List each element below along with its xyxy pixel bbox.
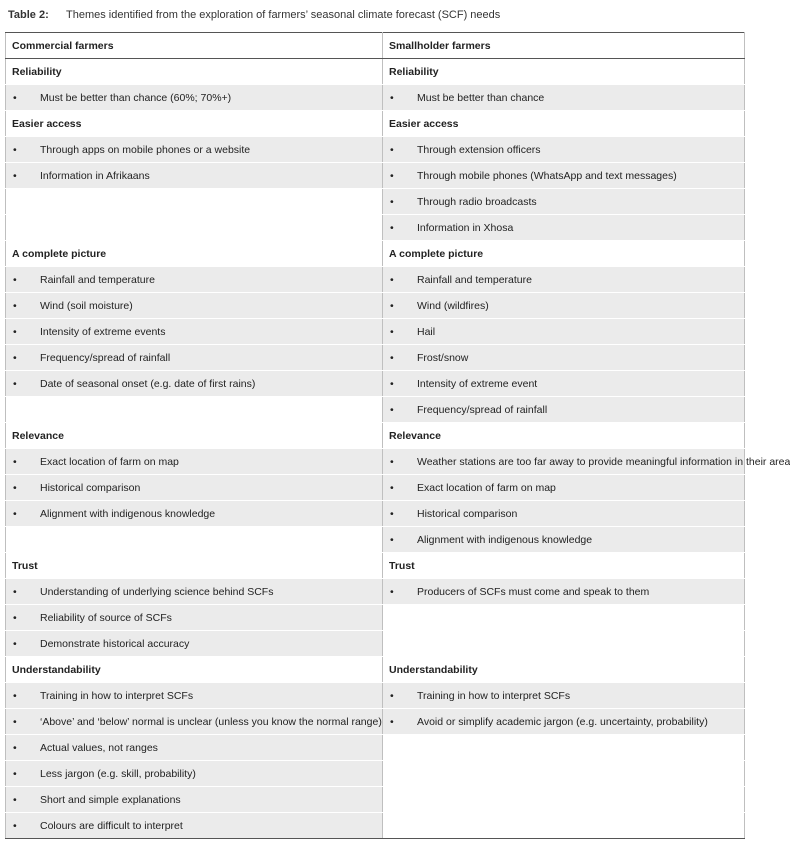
bullet-icon: • [13, 377, 17, 390]
table-caption [8, 9, 500, 21]
smallholder-item-text: Rainfall and temperature [417, 273, 532, 286]
smallholder-cell [383, 735, 745, 761]
table-row [6, 787, 745, 813]
category-label: Understandability [6, 657, 383, 683]
table-row [6, 709, 745, 735]
table-row [6, 761, 745, 787]
smallholder-item-text: Avoid or simplify academic jargon (e.g. uncertainty, probability) [417, 715, 708, 728]
bullet-icon: • [390, 195, 394, 208]
bullet-icon: • [390, 325, 394, 338]
bullet-icon: • [13, 507, 17, 520]
bullet-icon: • [13, 351, 17, 364]
smallholder-cell [383, 397, 745, 423]
bullet-icon: • [13, 741, 17, 754]
bullet-icon: • [390, 715, 394, 728]
table-row [6, 319, 745, 345]
bullet-icon: • [13, 585, 17, 598]
table-row [6, 267, 745, 293]
commercial-cell [6, 371, 383, 397]
commercial-cell [6, 449, 383, 475]
commercial-item-text: Date of seasonal onset (e.g. date of first rains) [40, 377, 256, 390]
commercial-item-text: Colours are difficult to interpret [40, 819, 183, 832]
table-row [6, 475, 745, 501]
themes-table [5, 32, 790, 839]
commercial-cell [6, 683, 383, 709]
commercial-cell [6, 605, 383, 631]
commercial-cell [6, 293, 383, 319]
smallholder-cell [383, 189, 745, 215]
category-row [6, 59, 745, 85]
smallholder-cell [383, 605, 745, 631]
commercial-cell [6, 215, 383, 241]
smallholder-cell [383, 371, 745, 397]
smallholder-item-text: Wind (wildfires) [417, 299, 489, 312]
smallholder-cell [383, 787, 745, 813]
table-row [6, 605, 745, 631]
table-label: Table 2: [8, 9, 49, 21]
table-row [6, 449, 745, 475]
table-row [6, 163, 745, 189]
smallholder-item-text: Frost/snow [417, 351, 469, 364]
commercial-item-text: Short and simple explanations [40, 793, 181, 806]
commercial-cell [6, 267, 383, 293]
category-row [6, 657, 745, 683]
bullet-icon: • [13, 715, 17, 728]
smallholder-cell [383, 85, 745, 111]
category-row [6, 241, 745, 267]
commercial-cell [6, 319, 383, 345]
smallholder-cell [383, 475, 745, 501]
bullet-icon: • [13, 767, 17, 780]
table-row [6, 371, 745, 397]
smallholder-cell [383, 319, 745, 345]
category-row [6, 553, 745, 579]
table-row [6, 397, 745, 423]
bullet-icon: • [390, 507, 394, 520]
table-body [6, 33, 790, 839]
smallholder-item-text: Exact location of farm on map [417, 481, 556, 494]
category-label: Trust [383, 553, 745, 579]
header-row [6, 33, 745, 59]
bullet-icon: • [13, 273, 17, 286]
smallholder-cell [383, 345, 745, 371]
smallholder-item-text: Through mobile phones (WhatsApp and text messages) [417, 169, 677, 182]
commercial-item-text: Must be better than chance (60%; 70%+) [40, 91, 232, 104]
commercial-cell [6, 631, 383, 657]
category-label: A complete picture [383, 241, 745, 267]
commercial-cell [6, 137, 383, 163]
bullet-icon: • [390, 481, 394, 494]
table-row [6, 683, 745, 709]
commercial-item-text: Alignment with indigenous knowledge [40, 507, 216, 520]
table-row [6, 293, 745, 319]
bullet-icon: • [390, 377, 394, 390]
category-row [6, 111, 745, 137]
category-label: A complete picture [6, 241, 383, 267]
commercial-item-text: Through apps on mobile phones or a website [40, 143, 251, 156]
table-row [6, 527, 745, 553]
table-row [6, 345, 745, 371]
table-row [6, 813, 745, 839]
table-title: Themes identified from the exploration of farmers’ seasonal climate forecast (SCF) needs [66, 9, 501, 21]
bullet-icon: • [390, 273, 394, 286]
commercial-item-text: ‘Above’ and ‘below’ normal is unclear (unless you know the normal range) [40, 715, 382, 728]
category-label: Understandability [383, 657, 745, 683]
category-label: Reliability [383, 59, 745, 85]
smallholder-cell [383, 709, 745, 735]
commercial-item-text: Less jargon (e.g. skill, probability) [40, 767, 196, 780]
commercial-item-text: Rainfall and temperature [40, 273, 155, 286]
bullet-icon: • [390, 91, 394, 104]
commercial-cell [6, 345, 383, 371]
header-smallholder: Smallholder farmers [383, 33, 745, 59]
bullet-icon: • [13, 299, 17, 312]
commercial-item-text: Actual values, not ranges [40, 741, 158, 754]
smallholder-cell [383, 683, 745, 709]
commercial-item-text: Exact location of farm on map [40, 455, 179, 468]
commercial-cell [6, 163, 383, 189]
smallholder-item-text: Must be better than chance [417, 91, 545, 104]
bullet-icon: • [390, 585, 394, 598]
bullet-icon: • [390, 221, 394, 234]
commercial-item-text: Intensity of extreme events [40, 325, 166, 338]
smallholder-item-text: Through radio broadcasts [417, 195, 537, 208]
smallholder-cell [383, 813, 745, 839]
smallholder-cell [383, 501, 745, 527]
category-label: Trust [6, 553, 383, 579]
commercial-cell [6, 735, 383, 761]
header-commercial: Commercial farmers [6, 33, 383, 59]
smallholder-item-text: Frequency/spread of rainfall [417, 403, 548, 416]
commercial-item-text: Wind (soil moisture) [40, 299, 133, 312]
bullet-icon: • [13, 689, 17, 702]
commercial-item-text: Historical comparison [40, 481, 141, 494]
commercial-cell [6, 501, 383, 527]
smallholder-item-text: Historical comparison [417, 507, 518, 520]
bullet-icon: • [13, 793, 17, 806]
commercial-cell [6, 761, 383, 787]
commercial-item-text: Frequency/spread of rainfall [40, 351, 171, 364]
category-label: Relevance [383, 423, 745, 449]
bullet-icon: • [13, 637, 17, 650]
commercial-cell [6, 189, 383, 215]
bullet-icon: • [13, 91, 17, 104]
bullet-icon: • [13, 455, 17, 468]
category-label: Reliability [6, 59, 383, 85]
commercial-cell [6, 709, 383, 735]
bullet-icon: • [13, 169, 17, 182]
bullet-icon: • [13, 819, 17, 832]
smallholder-cell [383, 163, 745, 189]
table-row [6, 189, 745, 215]
smallholder-cell [383, 631, 745, 657]
bullet-icon: • [390, 143, 394, 156]
smallholder-item-text: Through extension officers [417, 143, 541, 156]
bullet-icon: • [13, 611, 17, 624]
bullet-icon: • [390, 403, 394, 416]
smallholder-cell [383, 267, 745, 293]
table-row [6, 501, 745, 527]
smallholder-cell [383, 761, 745, 787]
commercial-cell [6, 397, 383, 423]
smallholder-cell [383, 449, 790, 475]
commercial-item-text: Demonstrate historical accuracy [40, 637, 190, 650]
table-row [6, 215, 745, 241]
smallholder-cell [383, 137, 745, 163]
smallholder-item-text: Producers of SCFs must come and speak to them [417, 585, 650, 598]
bullet-icon: • [390, 455, 394, 468]
bullet-icon: • [13, 325, 17, 338]
smallholder-item-text: Intensity of extreme event [417, 377, 538, 390]
smallholder-item-text: Weather stations are too far away to provide meaningful information in their area [417, 455, 790, 468]
bullet-icon: • [390, 533, 394, 546]
smallholder-item-text: Alignment with indigenous knowledge [417, 533, 593, 546]
bullet-icon: • [390, 169, 394, 182]
table-row [6, 579, 745, 605]
commercial-cell [6, 85, 383, 111]
bullet-icon: • [390, 299, 394, 312]
bullet-icon: • [13, 143, 17, 156]
commercial-cell [6, 787, 383, 813]
category-row [6, 423, 745, 449]
bullet-icon: • [13, 481, 17, 494]
table-row [6, 631, 745, 657]
smallholder-cell [383, 579, 745, 605]
commercial-cell [6, 813, 383, 839]
bullet-icon: • [390, 351, 394, 364]
table-row [6, 137, 745, 163]
commercial-item-text: Training in how to interpret SCFs [40, 689, 194, 702]
table-row [6, 735, 745, 761]
commercial-cell [6, 527, 383, 553]
table-row [6, 85, 745, 111]
commercial-item-text: Understanding of underlying science behind SCFs [40, 585, 274, 598]
category-label: Easier access [383, 111, 745, 137]
commercial-cell [6, 475, 383, 501]
smallholder-cell [383, 215, 745, 241]
category-label: Relevance [6, 423, 383, 449]
bullet-icon: • [390, 689, 394, 702]
commercial-item-text: Reliability of source of SCFs [40, 611, 172, 624]
commercial-cell [6, 579, 383, 605]
commercial-item-text: Information in Afrikaans [40, 169, 150, 182]
smallholder-cell [383, 527, 745, 553]
smallholder-item-text: Training in how to interpret SCFs [417, 689, 571, 702]
category-label: Easier access [6, 111, 383, 137]
smallholder-item-text: Information in Xhosa [417, 221, 514, 234]
smallholder-cell [383, 293, 745, 319]
smallholder-item-text: Hail [417, 325, 436, 338]
